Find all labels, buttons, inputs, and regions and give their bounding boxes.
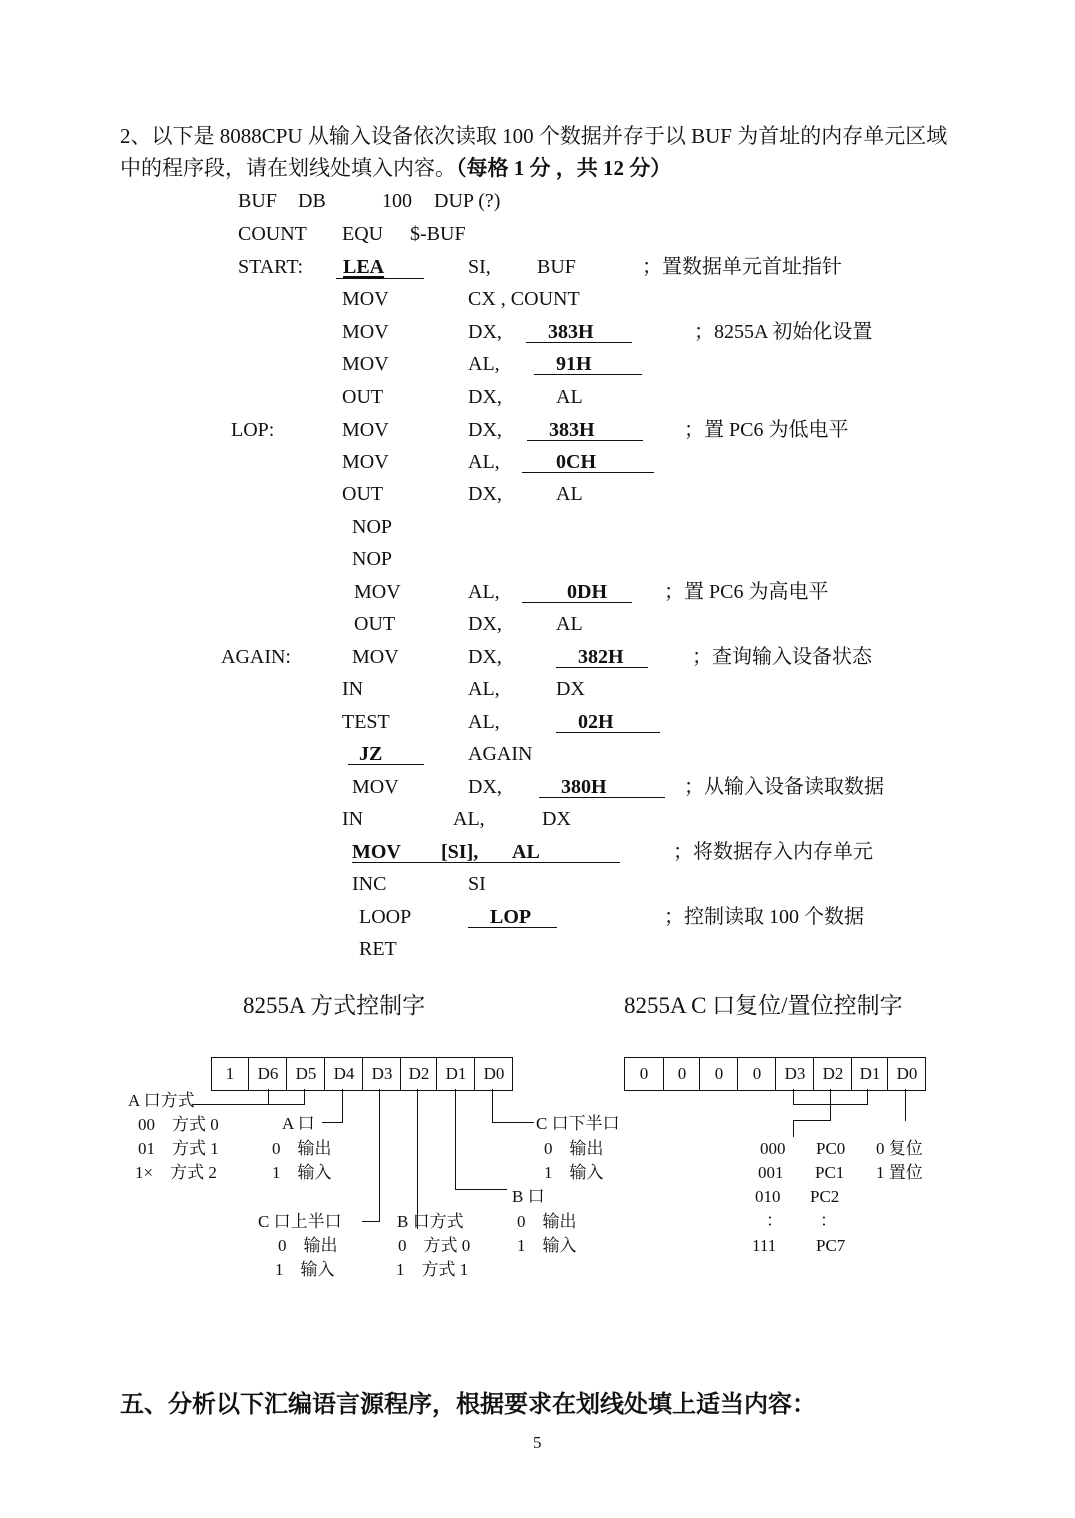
answer-blank: 380H [561, 776, 607, 798]
code-op: MOV [352, 646, 399, 668]
code-op: MOV [342, 321, 389, 343]
code-arg: BUF [537, 256, 576, 278]
code-arg: DX, [468, 419, 502, 441]
c-lower-label: C 口下半口 [536, 1114, 620, 1133]
code-op: NOP [352, 548, 393, 570]
a-mode-label: A 口方式 [128, 1091, 195, 1110]
b-port-label: B 口 [512, 1187, 545, 1206]
question-line-2 [120, 158, 671, 179]
bit-cell: 0 [699, 1058, 738, 1090]
answer-underline [539, 797, 665, 798]
connector-line [342, 1089, 343, 1123]
code-op: EQU [342, 223, 384, 245]
section-5-heading: 五、分析以下汇编语言源程序，根据要求在划线处填上适当内容： [120, 1392, 816, 1418]
answer-blank: 0DH [567, 581, 607, 603]
connector-line [268, 1089, 269, 1104]
answer-blank: 91H [556, 353, 592, 375]
connector-line [192, 1104, 305, 1105]
connector-line [322, 1122, 343, 1123]
answer-underline [534, 374, 642, 375]
code-op: MOV [354, 581, 401, 603]
answer-blank: [SI], [441, 841, 479, 863]
set-reset-option: 1 置位 [876, 1163, 923, 1182]
code-op: INC [352, 873, 387, 895]
question-line-1: 2、以下是 8088CPU 从输入设备依次读取 100 个数据并存于以 BUF 为首址的内存单元区域 [120, 124, 948, 148]
diagram-left-title: 8255A 方式控制字 [243, 993, 426, 1018]
connector-line [417, 1089, 418, 1229]
bit-code: 010 [755, 1187, 781, 1206]
code-arg: AL, [468, 451, 500, 473]
code-arg: AL, [468, 581, 500, 603]
answer-blank: 0CH [556, 451, 596, 473]
code-comment: ；从输入设备读取数据 [684, 776, 884, 798]
answer-blank: 383H [549, 419, 595, 441]
code-arg: DX [542, 808, 571, 830]
code-op: TEST [342, 711, 390, 733]
answer-underline [556, 732, 660, 733]
answer-underline [526, 342, 632, 343]
answer-blank: 383H [548, 321, 594, 343]
b-mode-option: 0 方式 0 [398, 1236, 471, 1255]
code-comment: ；置 PC6 为低电平 [684, 419, 849, 441]
answer-underline [522, 472, 654, 473]
b-mode-label: B 口方式 [397, 1212, 464, 1231]
code-arg: AL, [468, 353, 500, 375]
a-mode-option: 00 方式 0 [138, 1115, 219, 1134]
a-mode-option: 01 方式 1 [138, 1139, 219, 1158]
code-op: RET [359, 938, 397, 960]
page-number: 5 [533, 1433, 542, 1452]
c-upper-option: 0 输出 [278, 1236, 338, 1255]
question-line-2-text: 中的程序段，请在划线处填入内容。 [120, 156, 456, 180]
answer-underline [468, 927, 557, 928]
code-op: MOV [342, 451, 389, 473]
code-arg: DX, [468, 646, 502, 668]
connector-line [905, 1089, 906, 1121]
pc-bit-name: PC1 [815, 1163, 845, 1182]
code-label: START: [238, 256, 304, 278]
code-arg: AL [556, 483, 583, 505]
connector-line [455, 1089, 456, 1190]
bit-code: 111 [752, 1236, 777, 1255]
code-arg: DX, [468, 613, 502, 635]
answer-blank: JZ [359, 743, 383, 765]
code-arg: CX , COUNT [468, 288, 580, 310]
connector-line [793, 1104, 868, 1105]
bit-cell: D2 [400, 1058, 437, 1090]
code-arg: DX, [468, 321, 502, 343]
bit-cell: D5 [286, 1058, 325, 1090]
a-port-label: A 口 [282, 1114, 315, 1133]
bit-cell: 0 [737, 1058, 776, 1090]
code-op: OUT [342, 386, 384, 408]
answer-blank: MOV [352, 841, 401, 863]
bit-cell: D6 [248, 1058, 287, 1090]
bit-cell: D0 [474, 1058, 513, 1090]
answer-blank: 382H [578, 646, 624, 668]
bit-cell: 0 [663, 1058, 700, 1090]
answer-underline [527, 440, 643, 441]
code-comment: ；8255A 初始化设置 [694, 321, 873, 343]
code-label: BUF [238, 190, 277, 212]
pc-bit-name: PC2 [810, 1187, 840, 1206]
b-port-option: 0 输出 [517, 1212, 577, 1231]
connector-line [379, 1089, 380, 1222]
code-op: IN [342, 678, 364, 700]
answer-blank: AL [512, 841, 540, 863]
connector-line [455, 1189, 507, 1190]
code-arg: $-BUF [410, 223, 466, 245]
code-arg: AGAIN [468, 743, 533, 765]
bit-cell: D0 [887, 1058, 926, 1090]
code-op: OUT [342, 483, 384, 505]
connector-line [867, 1089, 868, 1104]
b-port-option: 1 输入 [517, 1236, 577, 1255]
answer-blank: LEA [343, 256, 385, 278]
answer-underline [556, 667, 648, 668]
pc-bit-name: PC0 [816, 1139, 846, 1158]
code-arg: DX, [468, 776, 502, 798]
answer-underline [522, 602, 632, 603]
code-label: AGAIN: [221, 646, 291, 668]
code-op: LOOP [359, 906, 412, 928]
code-label: COUNT [238, 223, 307, 245]
answer-underline [348, 764, 424, 765]
code-arg: AL, [468, 678, 500, 700]
answer-underline [352, 862, 620, 863]
bit-cell: D2 [813, 1058, 852, 1090]
bit-register-left [211, 1057, 513, 1091]
bit-cell: D3 [362, 1058, 401, 1090]
bit-cell: D4 [324, 1058, 363, 1090]
a-port-option: 0 输出 [272, 1139, 332, 1158]
diagram-right-title: 8255A C 口复位/置位控制字 [624, 993, 903, 1018]
a-mode-option: 1× 方式 2 [135, 1163, 217, 1182]
bit-cell: 1 [225, 1064, 235, 1083]
c-lower-option: 1 输入 [544, 1163, 604, 1182]
bit-code: ： [766, 1211, 783, 1230]
code-arg: DUP (?) [434, 190, 501, 212]
code-arg: DX, [468, 386, 502, 408]
connector-line [492, 1089, 493, 1123]
connector-line [362, 1221, 380, 1222]
code-op: MOV [342, 353, 389, 375]
c-upper-label: C 口上半口 [258, 1212, 342, 1231]
bit-cell: D3 [775, 1058, 814, 1090]
pc-bit-name: ： [820, 1211, 837, 1230]
bit-cell: D1 [436, 1058, 475, 1090]
code-arg: AL, [453, 808, 485, 830]
code-arg: DX [556, 678, 585, 700]
bit-cell: 0 [639, 1064, 649, 1083]
answer-blank: LOP [490, 906, 532, 928]
code-comment: ；查询输入设备状态 [692, 646, 872, 668]
code-comment: ；置数据单元首址指针 [642, 256, 842, 278]
code-comment: ；控制读取 100 个数据 [664, 906, 864, 928]
code-label: LOP: [231, 419, 275, 441]
connector-line [793, 1089, 794, 1104]
code-op: IN [342, 808, 364, 830]
code-op: MOV [352, 776, 399, 798]
bit-register-right [624, 1057, 926, 1091]
answer-underline [336, 278, 424, 279]
answer-blank: 02H [578, 711, 614, 733]
bit-cell: D1 [851, 1058, 888, 1090]
bit-code: 000 [760, 1139, 786, 1158]
connector-line [793, 1120, 831, 1121]
code-arg: AL [556, 386, 583, 408]
c-lower-option: 0 输出 [544, 1139, 604, 1158]
connector-line [304, 1089, 305, 1104]
code-arg: AL, [468, 711, 500, 733]
c-upper-option: 1 输入 [275, 1260, 335, 1279]
connector-line [793, 1120, 794, 1137]
connector-line [492, 1122, 534, 1123]
code-op: NOP [352, 516, 393, 538]
code-arg: SI, [468, 256, 491, 278]
b-mode-option: 1 方式 1 [396, 1260, 469, 1279]
bit-code: 001 [758, 1163, 784, 1182]
code-comment: ；置 PC6 为高电平 [664, 581, 829, 603]
code-op: MOV [342, 419, 389, 441]
code-arg: AL [556, 613, 583, 635]
a-port-option: 1 输入 [272, 1163, 332, 1182]
code-op: MOV [342, 288, 389, 310]
code-op: OUT [354, 613, 396, 635]
pc-bit-name: PC7 [816, 1236, 846, 1255]
code-arg: 100 [382, 190, 412, 212]
code-comment: ；将数据存入内存单元 [673, 841, 873, 863]
code-arg: SI [468, 873, 486, 895]
code-op: DB [298, 190, 326, 212]
question-score: （每格 1 分 ，共 12 分） [456, 156, 672, 180]
set-reset-option: 0 复位 [876, 1139, 923, 1158]
code-arg: DX, [468, 483, 502, 505]
